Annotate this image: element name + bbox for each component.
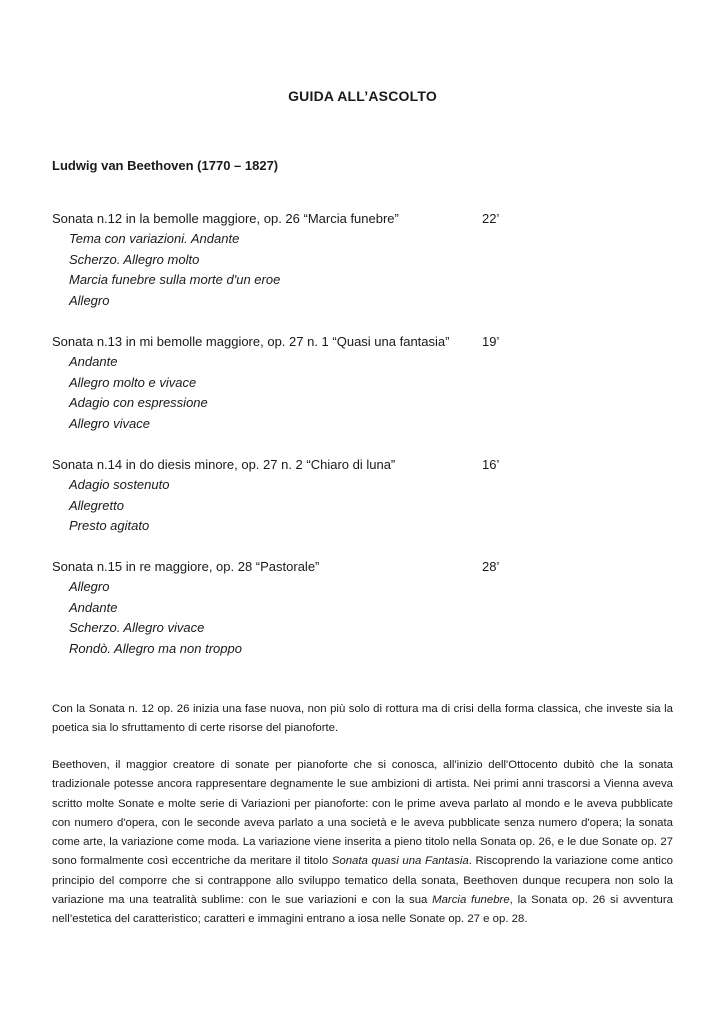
movement-item: Allegro molto e vivace [69,374,197,390]
movement-item: Adagio con espressione [69,395,208,410]
movement-item: Presto agitato [69,518,150,533]
paragraph-segment: Beethoven, il maggior creatore di sonate per pianoforte che si conosca, all'inizio dell'Ottocento dubitò che la sonata tradizionale potesse ancora rappresentare degnamente le sue ambizioni di artista. Nei primi anni trascorsi a Vienna aveva scritto molte Sonate e molte serie di Variazioni per pianoforte: con le prime aveva parlato al mondo e le aveva pubblicate con numero d'opera, con le seconde aveva parlato a una società e le aveva pubblicate senza numero d'opera; la sonata come arte, la variazione come moda. La variazione viene inserita a pieno titolo nella Sonata op. 26, e le due Sonate op. 27 sono formalmente così eccentriche da meritare il titolo [52,759,673,868]
sonata-header [52,557,512,577]
body-paragraph [52,756,673,930]
movement-item: Andante [69,599,118,615]
paragraph-segment: . Riscoprendo la variazione come antico principio del comporre che si contrappone allo sviluppo tematico della sonata, Beethoven dunque recupera non solo la variazione ma una teatralità sublime: con le sue variazioni e con la sua [52,855,673,907]
sonata-block-14 [52,455,512,537]
paragraph-text [52,756,673,930]
paragraph-text: Con la Sonata n. 12 op. 26 inizia una fase nuova, non più solo di rottura ma di crisi della forma classica, che investe sia la poetica sia lo sfruttamento di certe risorse del pianoforte. [52,703,673,735]
movement-item: Allegro [69,579,110,594]
italic-title: Marcia funebre [432,894,510,907]
page-title: GUIDA ALL’ASCOLTO [288,88,437,104]
movement-item: Adagio sostenuto [69,477,170,492]
sonata-duration: 28’ [482,559,500,574]
movement-item: Allegro vivace [69,415,150,431]
movement-item: Scherzo. Allegro vivace [69,620,205,635]
sonata-title: Sonata n.15 in re maggiore, op. 28 “Pastorale” [52,559,320,574]
movement-item: Marcia funebre sulla morte d'un eroe [69,272,281,287]
sonata-header [52,332,512,352]
composer-heading: Ludwig van Beethoven (1770 – 1827) [52,158,279,173]
sonata-header [52,209,512,229]
movement-item: Tema con variazioni. Andante [69,231,240,246]
movement-item: Rondò. Allegro ma non troppo [69,640,242,656]
movement-item: Allegro [69,292,110,308]
sonata-block-13 [52,332,512,434]
sonata-block-12 [52,209,512,311]
sonata-header [52,455,512,475]
intro-paragraph [52,700,673,739]
sonata-block-15 [52,557,512,659]
movement-item: Andante [69,354,118,369]
movement-item: Scherzo. Allegro molto [69,251,200,267]
sonata-title: Sonata n.12 in la bemolle maggiore, op. 26 “Marcia funebre” [52,211,399,226]
sonata-duration: 16’ [482,457,500,472]
sonata-title: Sonata n.14 in do diesis minore, op. 27 n. 2 “Chiaro di luna” [52,457,396,472]
italic-title: Sonata quasi una Fantasia [331,855,469,868]
movement-item: Allegretto [69,497,124,513]
paragraph-segment: , la Sonata op. 26 si avventura nell’estetica del caratteristico; caratteri e immagini entrano a iosa nelle Sonate op. 27 e op. 28. [52,894,673,926]
sonata-duration: 19’ [482,334,500,349]
sonata-title: Sonata n.13 in mi bemolle maggiore, op. 27 n. 1 “Quasi una fantasia” [52,334,450,349]
sonata-duration: 22’ [482,211,500,226]
